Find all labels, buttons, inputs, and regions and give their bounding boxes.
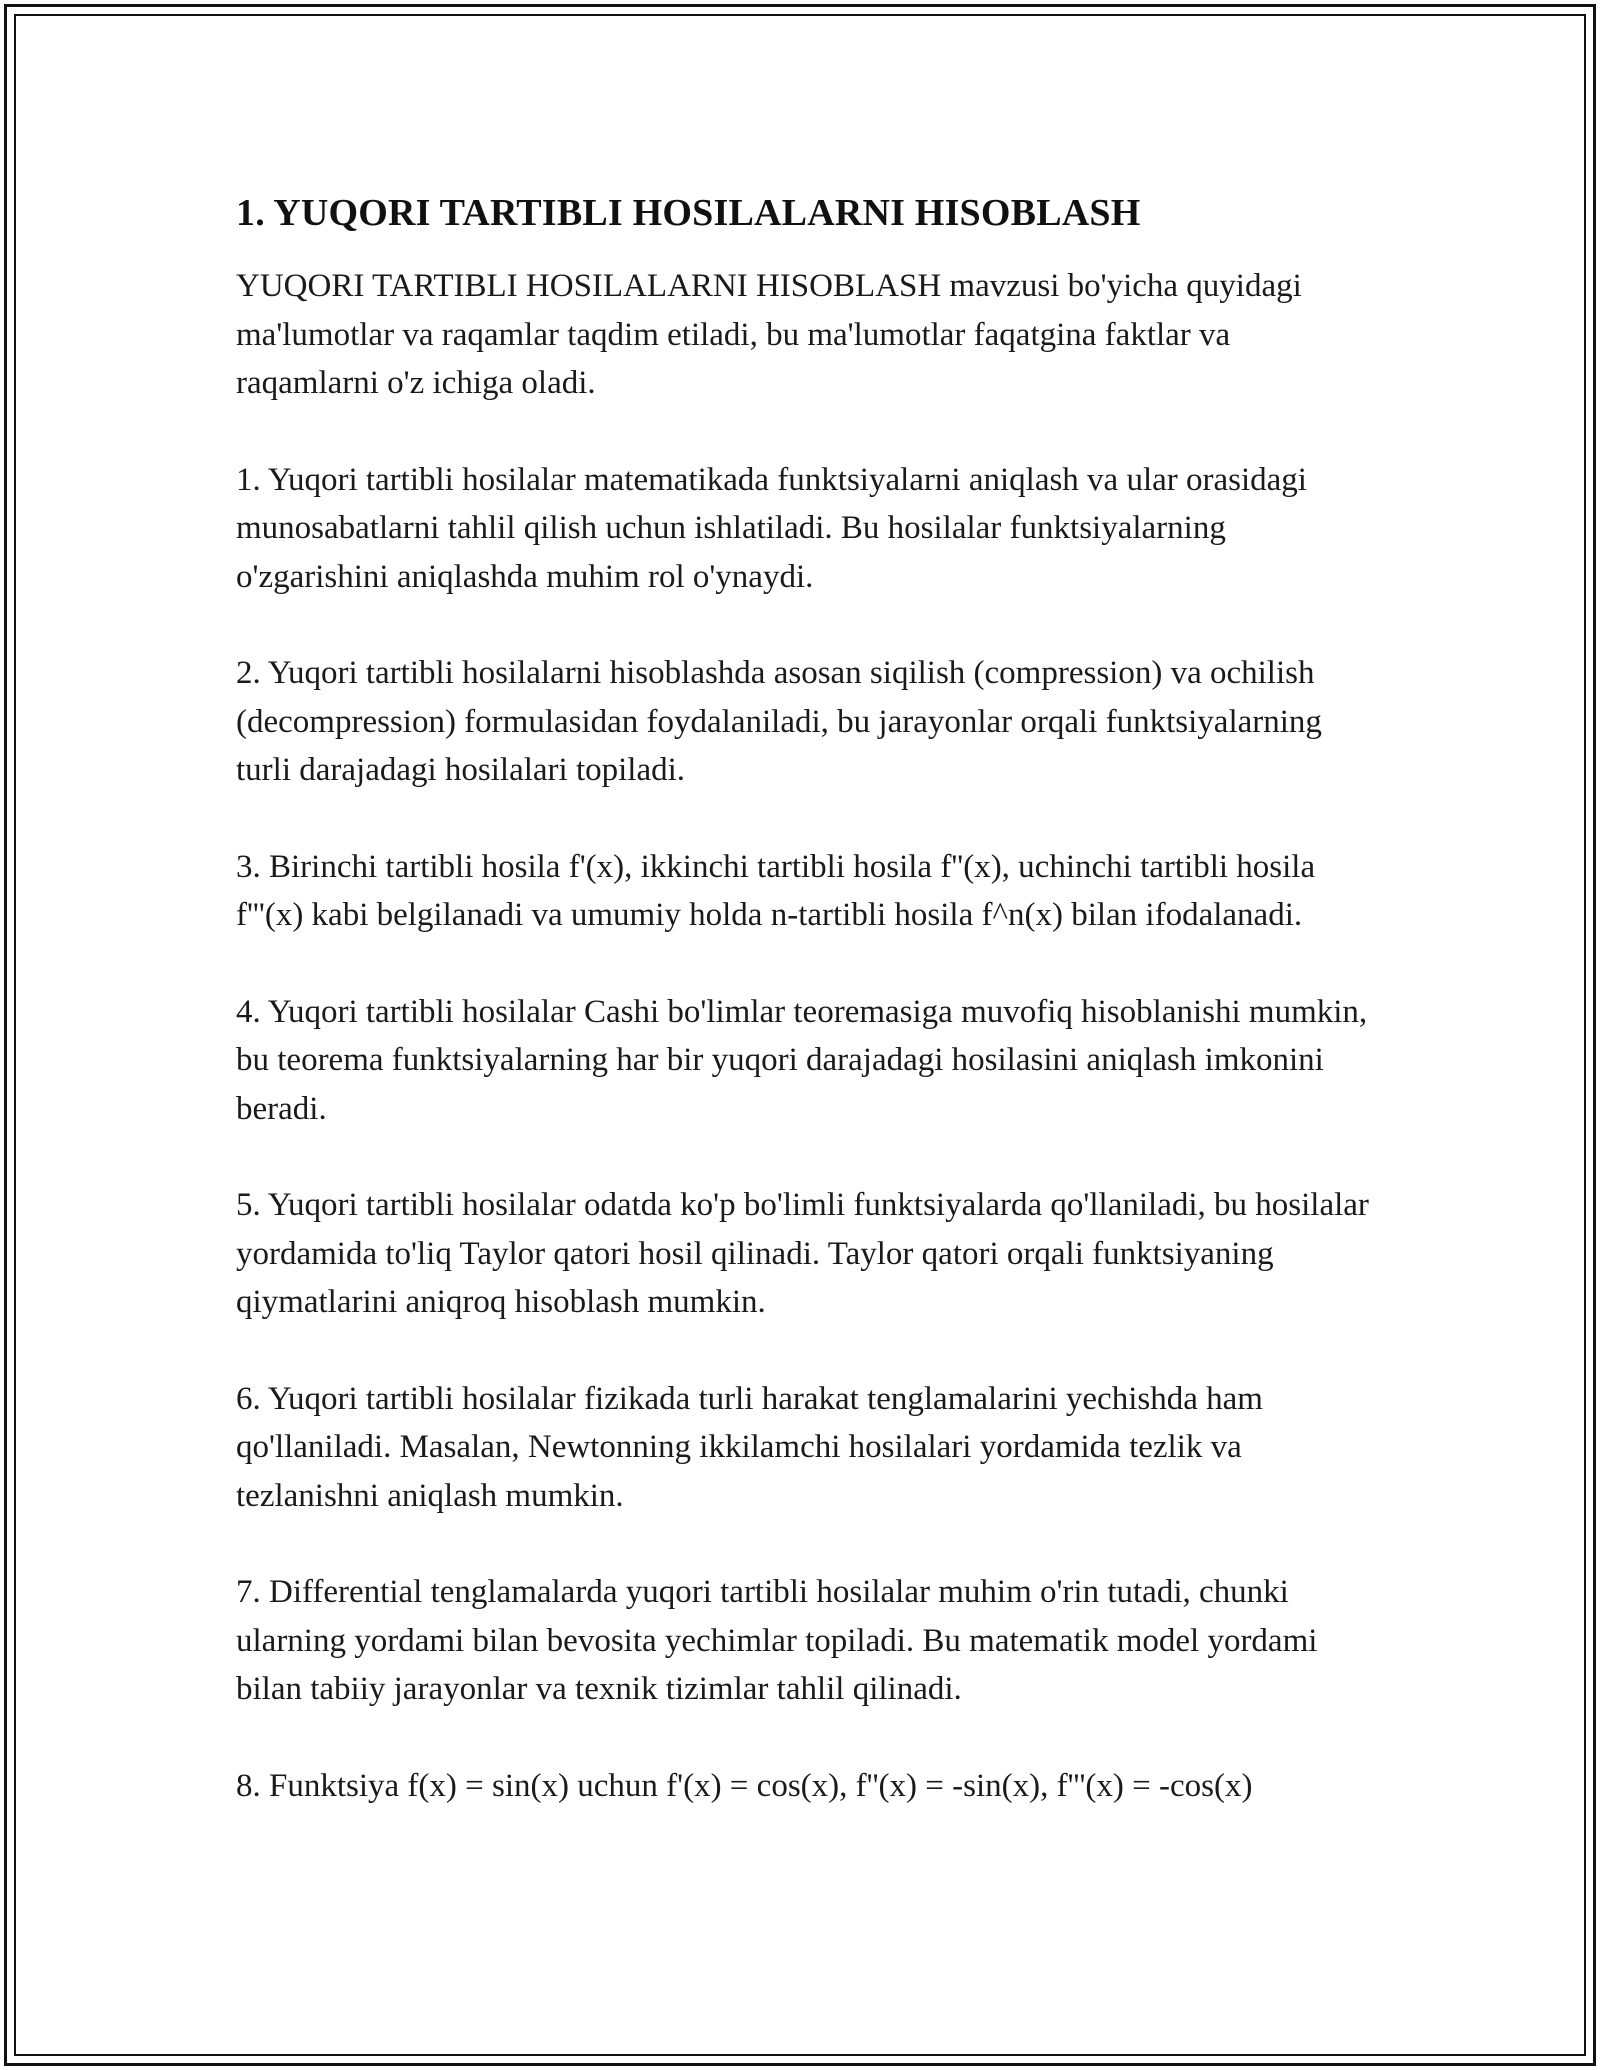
list-item: 2. Yuqori tartibli hosilalarni hisoblashda asosan siqilish (compression) va ochilish (decompression) formulasidan foydalaniladi, bu jarayonlar orqali funktsiyalarning turli darajadagi hosilalari topiladi. — [236, 655, 1322, 788]
document-title: 1. YUQORI TARTIBLI HOSILALARNI HISOBLASH — [236, 192, 1141, 234]
list-item: 6. Yuqori tartibli hosilalar fizikada turli harakat tenglamalarini yechishda ham qo'llaniladi. Masalan, Newtonning ikkilamchi hosilalari yordamida tezlik va tezlanishni aniqlash mumkin. — [236, 1380, 1263, 1514]
list-item: 5. Yuqori tartibli hosilalar odatda ko'p bo'limli funktsiyalarda qo'llaniladi, bu hosilalar yordamida to'liq Taylor qatori hosil qilinadi. Taylor qatori orqali funktsiyaning qiymatlarini aniqroq hisoblash mumkin. — [236, 1187, 1369, 1320]
list-item: 3. Birinchi tartibli hosila f'(x), ikkinchi tartibli hosila f''(x), uchinchi tartibli hosila f'''(x) kabi belgilanadi va umumiy holda n-tartibli hosila f^n(x) bilan ifodalanadi. — [236, 848, 1316, 933]
list-item: 8. Funktsiya f(x) = sin(x) uchun f'(x) = cos(x), f''(x) = -sin(x), f'''(x) = -cos(x) — [236, 1767, 1253, 1804]
list-item: 4. Yuqori tartibli hosilalar Cashi bo'limlar teoremasiga muvofiq hisoblanishi mumkin, bu teorema funktsiyalarning har bir yuqori darajadagi hosilasini aniqlash imkonini beradi. — [236, 993, 1368, 1127]
intro-paragraph: YUQORI TARTIBLI HOSILALARNI HISOBLASH mavzusi bo'yicha quyidagi ma'lumotlar va raqamlar taqdim etiladi, bu ma'lumotlar faqatgina faktlar va raqamlarni o'z ichiga oladi. — [236, 268, 1302, 401]
document-body — [236, 186, 1376, 1858]
list-item: 7. Differential tenglamalarda yuqori tartibli hosilalar muhim o'rin tutadi, chunki ularning yordami bilan bevosita yechimlar topiladi. Bu matematik model yordami bilan tabiiy jarayonlar va texnik tizimlar tahlil qilinadi. — [236, 1574, 1318, 1707]
list-item: 1. Yuqori tartibli hosilalar matematikada funktsiyalarni aniqlash va ular orasidagi munosabatlarni tahlil qilish uchun ishlatiladi. Bu hosilalar funktsiyalarning o'zgarishini aniqlashda muhim rol o'ynaydi. — [236, 461, 1307, 595]
